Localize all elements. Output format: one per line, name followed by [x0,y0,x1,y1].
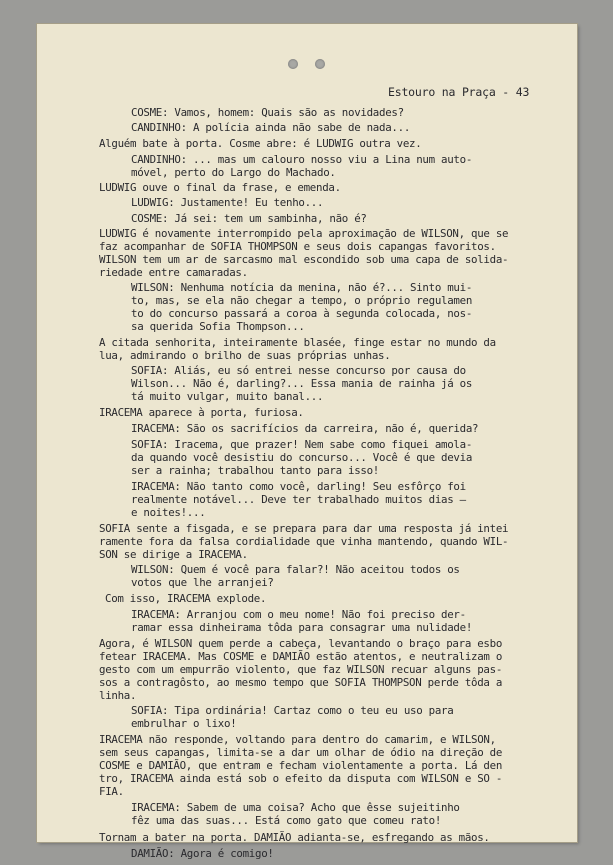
script-line: realmente notável... Deve ter trabalhado muitos dias — [131,493,466,506]
script-line: WILSON: Quem é você para falar?! Não aceitou todos os [131,563,460,576]
script-line: IRACEMA aparece à porta, furiosa. [99,406,304,419]
script-line: WILSON tem um ar de sarcasmo mal escondido sob uma capa de solida- [99,253,509,266]
script-line: DAMIÃO: Agora é comigo! [131,847,274,860]
script-line: ramar essa dinheirama tôda para consagrar uma nulidade! [131,621,473,634]
punch-hole-right [315,59,325,69]
script-line: móvel, perto do Largo do Machado. [131,166,336,179]
script-line: COSME: Vamos, homem: Quais são as novidades? [131,106,404,119]
script-line: SOFIA: Tipa ordinária! Cartaz como o teu eu uso para [131,704,454,717]
page-header: Estouro na Praça - 43 [388,85,530,99]
script-line: Wilson... Não é, darling?... Essa mania de rainha já os [131,377,473,390]
script-line: FIA. [99,785,124,798]
script-line: SOFIA sente a fisgada, e se prepara para dar uma resposta já intei [99,522,509,535]
script-line: Alguém bate à porta. Cosme abre: é LUDWIG outra vez. [99,137,422,150]
script-line: da quando você desistiu do concurso... Você é que devia [131,451,473,464]
script-line: CANDINHO: A polícia ainda não sabe de nada... [131,121,411,134]
script-line: SOFIA: Aliás, eu só entrei nesse concurso por causa do [131,364,466,377]
script-line: Tornam a bater na porta. DAMIÃO adianta-se, esfregando as mãos. [99,831,490,844]
script-line: Agora, é WILSON quem perde a cabeça, levantando o braço para esbo [99,637,503,650]
script-line: to do concurso passará a coroa à segunda colocada, nos- [131,307,473,320]
script-line: sem seus capangas, limita-se a dar um olhar de ódio na direção de [99,746,503,759]
script-line: SON se dirige a IRACEMA. [99,548,248,561]
script-line: CANDINHO: ... mas um calouro nosso viu a Lina num auto- [131,153,473,166]
script-line: votos que lhe arranjei? [131,576,274,589]
script-line: COSME: Já sei: tem um sambinha, não é? [131,212,367,225]
script-line: LUDWIG: Justamente! Eu tenho... [131,196,324,209]
script-line: fêz uma das suas... Está como gato que comeu rato! [131,814,442,827]
script-line: SOFIA: Iracema, que prazer! Nem sabe como fiquei amola- [131,438,473,451]
script-line: sos a contragôsto, ao mesmo tempo que SOFIA THOMPSON perde tôda a [99,676,503,689]
script-line: ramente fora da falsa cordialidade que vinha mantendo, quando WIL- [99,535,509,548]
script-line: fetear IRACEMA. Mas COSME e DAMIÃO estão atentos, e neutralizam o [99,650,503,663]
script-line: tá muito vulgar, muito banal... [131,390,324,403]
script-line: A citada senhorita, inteiramente blasée, finge estar no mundo da [99,336,496,349]
script-line: LUDWIG é novamente interrompido pela aproximação de WILSON, que se [99,227,509,240]
script-line: tro, IRACEMA ainda está sob o efeito da disputa com WILSON e SO - [99,772,503,785]
script-line: ser a rainha; trabalhou tanto para isso! [131,464,380,477]
script-line: to, mas, se ela não chegar a tempo, o próprio regulamen [131,294,473,307]
script-line: lua, admirando o brilho de suas próprias unhas. [99,349,391,362]
script-line: IRACEMA: Sabem de uma coisa? Acho que êsse sujeitinho [131,801,460,814]
script-line: riedade entre camaradas. [99,266,248,279]
script-line: e noites!... [131,506,206,519]
script-line: IRACEMA: São os sacrifícios da carreira, não é, querida? [131,422,479,435]
script-line: COSME e DAMIÃO, que entram e fecham violentamente a porta. Lá den [99,759,503,772]
punch-hole-left [288,59,298,69]
script-line: faz acompanhar de SOFIA THOMPSON e seus dois capangas favoritos. [99,240,496,253]
script-line: gesto com um empurrão violento, que faz WILSON recuar alguns pas- [99,663,503,676]
script-line: embrulhar o lixo! [131,717,237,730]
script-line: Com isso, IRACEMA explode. [105,592,267,605]
script-line: LUDWIG ouve o final da frase, e emenda. [99,181,341,194]
script-line: linha. [99,689,137,702]
script-line: IRACEMA não responde, voltando para dentro do camarim, e WILSON, [99,733,496,746]
script-line: IRACEMA: Não tanto como você, darling! Seu esfôrço foi [131,480,466,493]
script-line: IRACEMA: Arranjou com o meu nome! Não foi preciso der- [131,608,466,621]
script-line: sa querida Sofia Thompson... [131,320,305,333]
script-line: WILSON: Nenhuma notícia da menina, não é?... Sinto mui- [131,281,473,294]
